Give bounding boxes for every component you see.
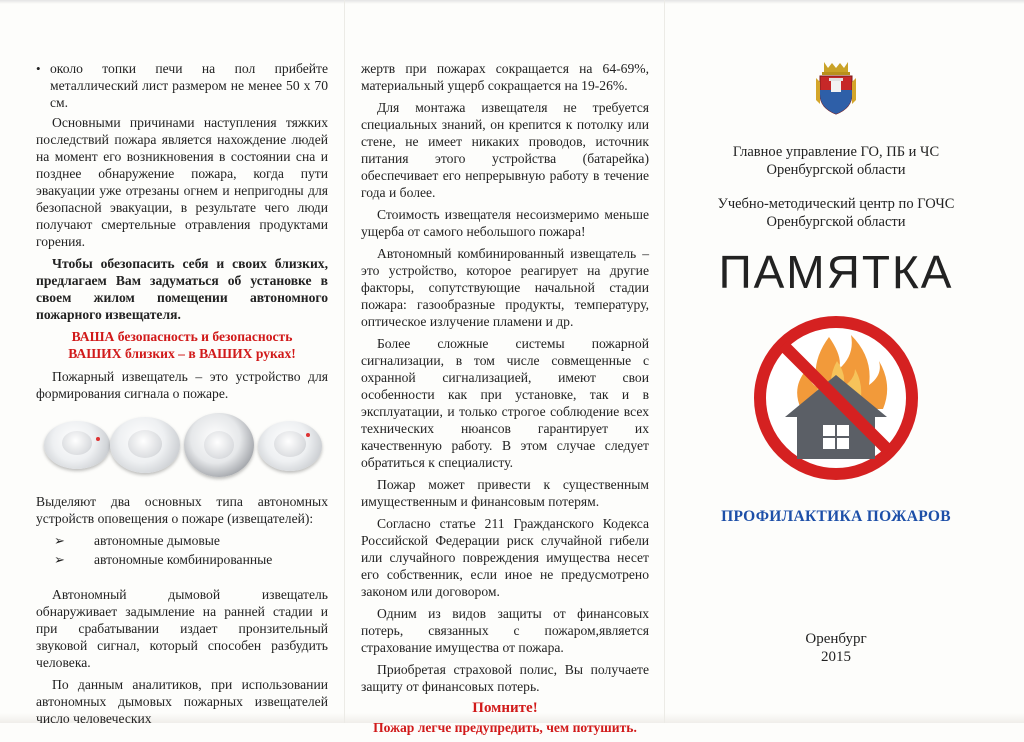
paragraph-insurance: Одним из видов защиты от финансовых потерь, связанных с пожаром,является страхование имущества от пожара. [361, 606, 649, 655]
publication-place [676, 630, 996, 666]
coat-of-arms-icon [814, 60, 858, 116]
page-title: ПАМЯТКА [718, 246, 954, 298]
arrow-bullet-icon: ➢ [54, 552, 65, 567]
paragraph-types: Выделяют два основных типа автономных устройств оповещения о пожаре (извещателей): [36, 494, 328, 526]
paragraph-mounting: Для монтажа извещателя не требуется специальных знаний, он крепится к потолку или стене, не имеет никаких проводов, источник питания этого устройства (батарейка) обеспечивает его непрерывную работу в течение года и более. [361, 100, 649, 200]
paragraph-analytics: По данным аналитиков, при использовании автономных дымовых пожарных извещателей число человеческих [36, 677, 328, 726]
subtitle: ПРОФИЛАКТИКА ПОЖАРОВ [721, 508, 951, 525]
type-label: автономные дымовые [94, 533, 220, 548]
fold-line-right [664, 0, 665, 723]
org-line: Оренбургской области [766, 162, 906, 178]
paragraph-continuation: жертв при пожарах сокращается на 64-69%, материальный ущерб сокращается на 19-26%. [361, 61, 649, 93]
cover-column [676, 60, 996, 666]
middle-column [361, 60, 649, 742]
paragraph-cost: Стоимость извещателя несоизмеримо меньше ущерба от самого небольшого пожара! [361, 207, 649, 239]
no-fire-house-icon [751, 313, 921, 483]
fold-line-left [344, 0, 345, 723]
paragraph-policy: Приобретая страховой полис, Вы получаете защиту от финансовых потерь. [361, 662, 649, 694]
red-slogan-line: ВАША безопасность и безопасность [71, 329, 293, 344]
arrow-bullet-icon: ➢ [54, 533, 65, 548]
scan-edge-top [0, 0, 1024, 4]
paragraph-bold-advice: Чтобы обезопасить себя и своих близких, предлагаем Вам задуматься об установке в своем жилом помещении автономного пожарного извещателя. [36, 256, 328, 322]
red-slogan [36, 328, 328, 362]
type-label: автономные комбинированные [94, 552, 273, 567]
paragraph-losses: Пожар может привести к существенным имущественным и финансовым потерям. [361, 477, 649, 509]
smoke-detectors-image [36, 407, 328, 485]
left-column [36, 60, 328, 732]
remember-heading: Помните! [472, 700, 538, 716]
remember-text: Пожар легче предупредить, чем потушить. [373, 720, 637, 735]
smoke-detector-icon [258, 421, 322, 471]
smoke-detector-icon [44, 421, 110, 469]
bullet-dot-icon: • [36, 61, 41, 76]
paragraph-combined: Автономный комбинированный извещатель – это устройство, которое реагирует на другие факторы, сопутствующие начальной стадии пожара: газообразные продукты, температуру, оптическое излучение пламени и др. [361, 246, 649, 329]
org-line: Главное управление ГО, ПБ и ЧС [732, 144, 940, 160]
paragraph-smoke-detector: Автономный дымовой извещатель обнаруживает задымление на ранней стадии и при срабатывании издает пронзительный звуковой сигнал, который способен разбудить человека. [36, 587, 328, 670]
smoke-detector-icon [110, 417, 180, 473]
paragraph-law: Согласно статье 211 Гражданского Кодекса Российской Федерации риск случайной гибели или случайного повреждения имущества несет его собственник, если иное не предусмотрено законом или договором. [361, 516, 649, 599]
list-item [36, 532, 328, 549]
training-center-name [676, 195, 996, 231]
organization-name [676, 143, 996, 179]
center-line: Оренбургской области [766, 214, 906, 230]
list-item [36, 551, 328, 568]
bullet-text: около топки печи на пол прибейте металлический лист размером не менее 50 х 70 см. [50, 61, 328, 110]
red-slogan-line: ВАШИХ близких – в ВАШИХ руках! [68, 346, 296, 361]
publication-year: 2015 [821, 649, 851, 665]
paragraph-definition: Пожарный извещатель – это устройство для формирования сигнала о пожаре. [36, 369, 328, 401]
list-item [36, 60, 328, 111]
city-name: Оренбург [805, 631, 867, 647]
center-line: Учебно-методический центр по ГОЧС [717, 196, 955, 212]
smoke-detector-icon [184, 413, 254, 477]
paragraph-causes: Основными причинами наступления тяжких последствий пожара является нахождение людей на момент его возникновения в состоянии сна и позднее обнаружение пожара, когда пути эвакуации уже отрезаны огнем и непригодны для безопасной эвакуации, в результате чего люди получают смертельные отравления продуктами горения. [36, 115, 328, 249]
paragraph-complex-systems: Более сложные системы пожарной сигнализации, в том числе совмещенные с охранной сигнализацией, имеют свои особенности как при установке, так и в эксплуатации, и только строгое соблюдение всех технических нюансов гарантирует их качественную работу. В этом случае следует обратиться к специалисту. [361, 336, 649, 470]
